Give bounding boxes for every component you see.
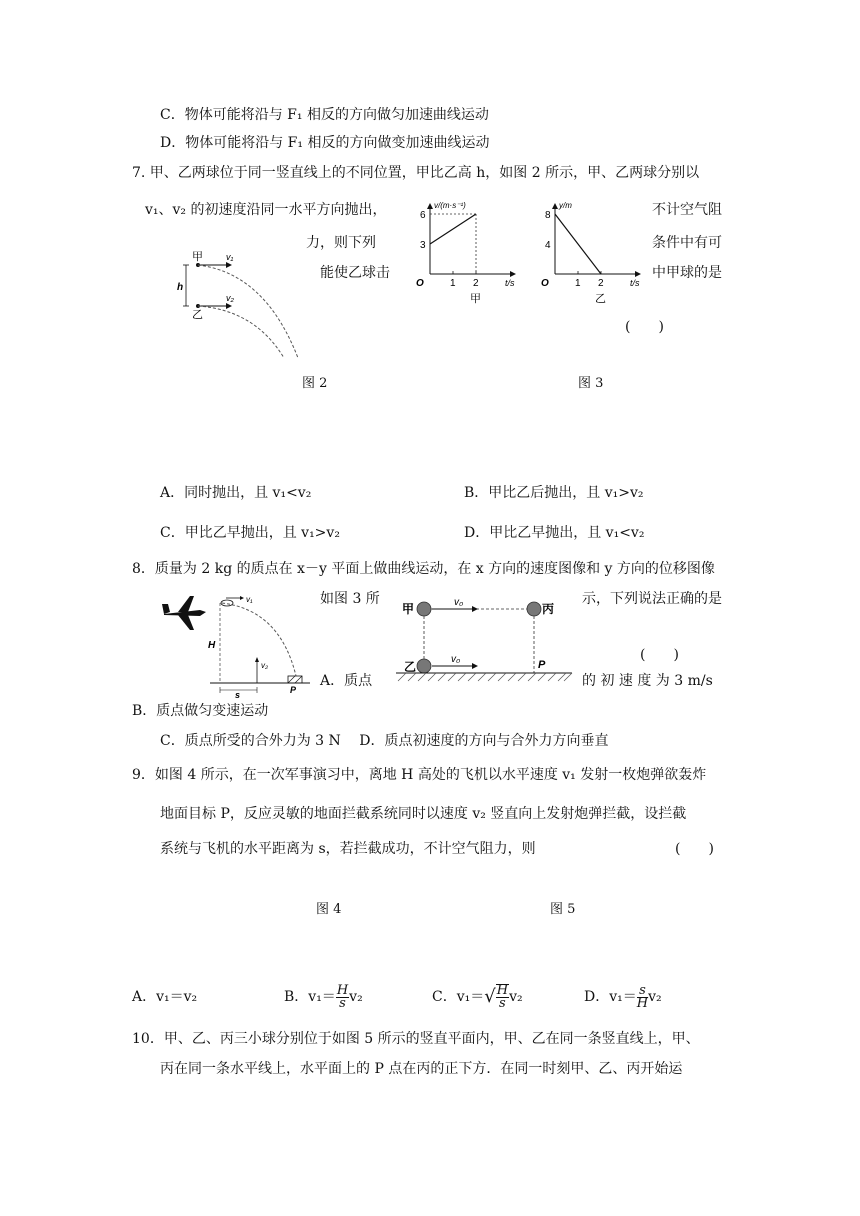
q7-option-c: C．甲比乙早抛出，且 v₁>v₂ — [160, 525, 340, 541]
q9-stem-line2: 地面目标 P，反应灵敏的地面拦截系统同时以速度 v₂ 竖直向上发射炮弹拦截，设拦截 — [160, 806, 687, 822]
fig2-label-yi: 乙 — [192, 309, 203, 321]
fig5-label-yi: 乙 — [404, 660, 417, 674]
q9-option-d-suffix: v₂ — [648, 989, 662, 1005]
fig5-label-v0-top: v₀ — [454, 597, 464, 608]
fig5-label-v0-bottom: v₀ — [451, 654, 461, 665]
fig4-label-P: P — [290, 685, 297, 695]
fig4-label-H: H — [208, 640, 216, 651]
q9-option-a: A．v₁＝v₂ — [132, 989, 198, 1005]
fig3a-ylabel: v/(m·s⁻¹) — [434, 201, 466, 210]
q6-option-c: C．物体可能将沿与 F₁ 相反的方向做匀加速曲线运动 — [160, 107, 489, 123]
q8-stem-line1: 8．质量为 2 kg 的质点在 x－y 平面上做曲线运动，在 x 方向的速度图像和 y 方向的位移图像 — [132, 561, 715, 577]
fig3a-data-line — [430, 214, 476, 244]
fig2-label-v1: v₁ — [226, 252, 234, 262]
figure-4-caption: 图 4 — [316, 902, 342, 917]
figure-2-caption: 图 2 — [302, 376, 328, 391]
q9-option-d — [584, 978, 662, 1016]
fig3a-origin: O — [416, 278, 424, 289]
fig3b-xtick-0: 1 — [575, 278, 581, 289]
fig5-label-P: P — [538, 659, 546, 671]
q7-option-a: A．同时抛出，且 v₁<v₂ — [160, 485, 312, 501]
figure-3-velocity-graph — [412, 196, 522, 306]
q9-option-b — [284, 978, 363, 1016]
q7-stem-line2a: v₁、v₂ 的初速度沿同一水平方向抛出， — [145, 202, 387, 218]
q7-stem-line2b: 不计空气阻 — [652, 202, 722, 218]
q9-stem-line3: 系统与飞机的水平距离为 s，若拦截成功，不计空气阻力，则 — [160, 841, 536, 857]
fig5-label-jia: 甲 — [402, 602, 415, 616]
fig2-label-jia: 甲 — [192, 251, 203, 263]
fig3a-y-arrow — [427, 203, 433, 209]
q7-option-b: B．甲比乙后抛出，且 v₁>v₂ — [464, 485, 644, 501]
fig3b-xtick-1: 2 — [598, 278, 604, 289]
q7-stem-line4a: 能使乙球击 — [320, 265, 390, 281]
fig3b-x-arrow — [635, 271, 641, 277]
fig3a-xtick-1: 2 — [473, 278, 479, 289]
q9-option-c — [432, 978, 523, 1016]
figure-3-caption: 图 3 — [578, 376, 604, 391]
fig3b-ytick-1: 8 — [545, 210, 551, 221]
fig4-label-s: s — [235, 690, 241, 700]
fig5-label-bing: 丙 — [542, 602, 555, 616]
q7-stem-line4b: 中甲球的是 — [652, 265, 722, 281]
fig3b-data-line — [555, 214, 601, 274]
q9-option-c-prefix: C．v₁＝ — [432, 989, 485, 1005]
fig3a-xtick-0: 1 — [450, 278, 456, 289]
figure-5 — [396, 594, 576, 686]
figure-5-caption: 图 5 — [550, 902, 576, 917]
q8-option-a-part2: 的 初 速 度 为 3 m/s — [582, 673, 713, 689]
fig4-label-v2: v₂ — [261, 661, 269, 670]
figure-4 — [160, 590, 310, 700]
q9-answer-bracket: ( ) — [675, 841, 714, 857]
q7-stem-line3b: 条件中有可 — [652, 235, 722, 251]
fig3b-ytick-0: 4 — [545, 240, 551, 251]
q7-option-d: D．甲比乙早抛出，且 v₁<v₂ — [464, 525, 645, 541]
q7-stem-line1: 7. 甲、乙两球位于同一竖直线上的不同位置，甲比乙高 h，如图 2 所示，甲、乙两球分别以 — [132, 165, 700, 181]
fig3b-name: 乙 — [595, 293, 606, 305]
q8-stem-line2b: 示，下列说法正确的是 — [582, 591, 722, 607]
q9-option-d-fraction: $\frac{s}{H}$ — [636, 982, 649, 1011]
q8-option-b: B．质点做匀变速运动 — [132, 703, 269, 719]
q9-option-d-prefix: D．v₁＝ — [584, 989, 637, 1005]
fig3a-ytick-0: 3 — [420, 240, 426, 251]
q8-stem-line2a: 如图 3 所 — [320, 591, 380, 607]
q9-option-b-suffix: v₂ — [349, 989, 363, 1005]
airplane-icon — [162, 596, 206, 630]
fig3b-y-arrow — [552, 203, 558, 209]
fig3b-ylabel: y/m — [559, 201, 572, 210]
q9-option-c-fraction: $\frac{H}{s}$ — [496, 983, 509, 1011]
q9-option-b-prefix: B．v₁＝ — [284, 989, 336, 1005]
fig3b-origin: O — [541, 278, 549, 289]
fig2-label-h: h — [177, 282, 184, 293]
q9-stem-line1: 9．如图 4 所示，在一次军事演习中，离地 H 高处的飞机以水平速度 v₁ 发射一枚炮弹欲轰炸 — [132, 767, 707, 783]
ground-hatching — [398, 673, 572, 681]
q6-option-d: D．物体可能将沿与 F₁ 相反的方向做变加速曲线运动 — [160, 135, 490, 151]
fig3b-xlabel: t/s — [630, 278, 640, 288]
q9-option-b-fraction: $\frac{H}{s}$ — [336, 982, 349, 1011]
q8-option-a-part1: A．质点 — [320, 673, 373, 689]
q7-stem-line3a: 力，则下列 — [306, 235, 376, 251]
q10-stem-line1: 10．甲、乙、丙三小球分别位于如图 5 所示的竖直平面内，甲、乙在同一条竖直线上，甲、 — [132, 1031, 700, 1047]
q8-options-cd: C．质点所受的合外力为 3 N D．质点初速度的方向与合外力方向垂直 — [160, 733, 609, 749]
sqrt-symbol: √ — [484, 986, 496, 1007]
figure-2 — [170, 248, 300, 368]
q7-answer-bracket: ( ) — [625, 319, 664, 335]
fig2-label-v2: v₂ — [226, 293, 234, 303]
q9-option-c-suffix: v₂ — [509, 989, 523, 1005]
q8-answer-bracket: ( ) — [640, 647, 679, 663]
fig4-label-v1: v₁ — [246, 595, 253, 604]
q10-stem-line2: 丙在同一条水平线上，水平面上的 P 点在丙的正下方．在同一时刻甲、乙、丙开始运 — [160, 1061, 683, 1077]
fig3a-x-arrow — [510, 271, 516, 277]
fig3a-ytick-1: 6 — [420, 210, 426, 221]
fig3a-xlabel: t/s — [505, 278, 515, 288]
figure-3-displacement-graph — [537, 196, 647, 306]
fig3a-name: 甲 — [470, 293, 481, 305]
